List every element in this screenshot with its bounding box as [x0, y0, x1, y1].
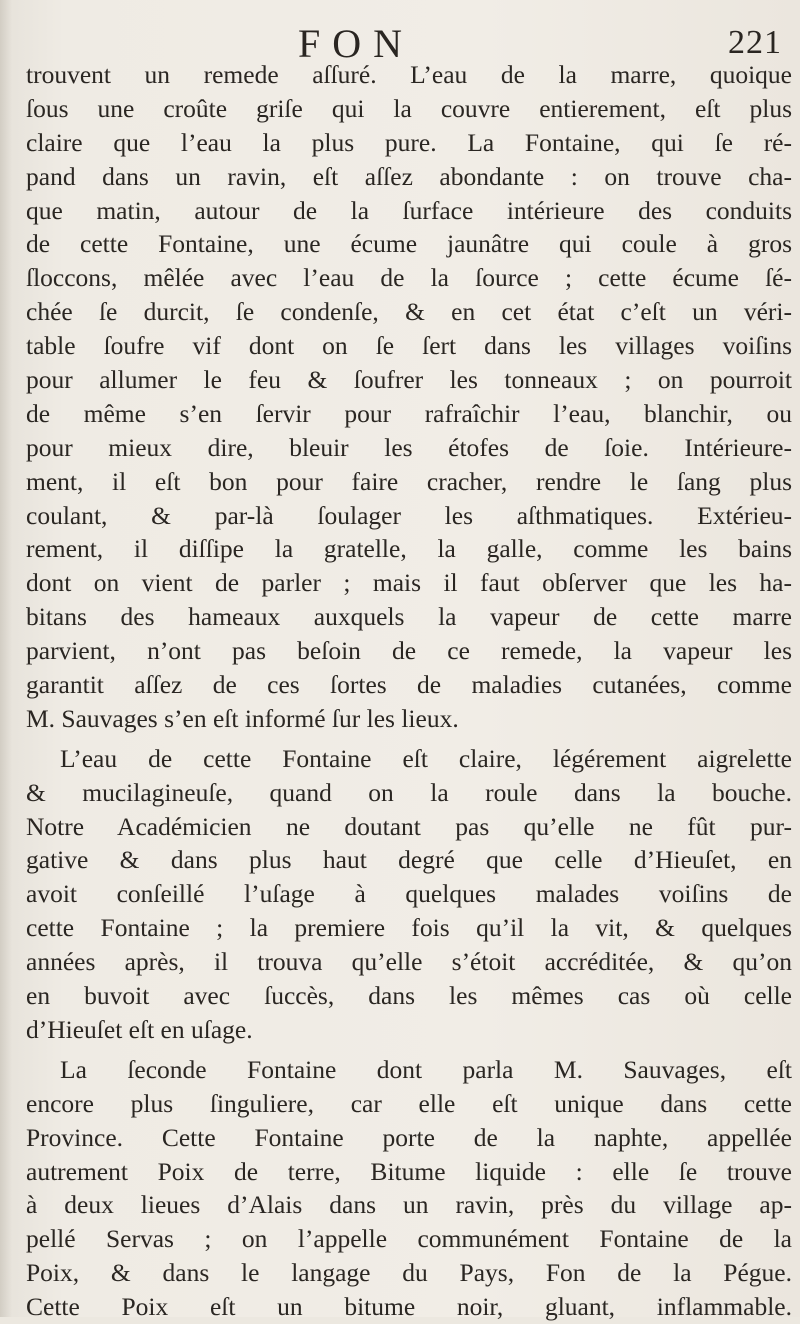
- text-line: Province. Cette Fontaine porte de la naphte, appellée: [26, 1122, 792, 1152]
- text-line: table ſoufre vif dont on ſe ſert dans les villages voiſins: [26, 331, 792, 361]
- text-line: parvient, n’ont pas beſoin de ce remede, la vapeur les: [26, 636, 792, 666]
- text-line: que matin, autour de la ſurface intérieure des conduits: [26, 195, 792, 225]
- text-line: Notre Académicien ne doutant pas qu’elle ne fût pur-: [26, 811, 792, 841]
- text-line: Poix, & dans le langage du Pays, Fon de la Pégue.: [26, 1258, 792, 1288]
- text-line: à deux lieues d’Alais dans un ravin, près du village ap-: [26, 1190, 792, 1220]
- text-line: pand dans un ravin, eſt aſſez abondante : on trouve cha-: [26, 161, 792, 191]
- text-line: en buvoit avec ſuccès, dans les mêmes cas où celle: [26, 981, 792, 1011]
- page-gutter-shadow: [0, 0, 12, 1317]
- text-line: rement, il diſſipe la gratelle, la galle, comme les bains: [26, 534, 792, 564]
- paragraph-2: [26, 742, 792, 1047]
- paragraph-3: [26, 1053, 792, 1324]
- paragraph-1: [26, 58, 792, 736]
- text-line: chée ſe durcit, ſe condenſe, & en cet état c’eſt un véri-: [26, 297, 792, 327]
- text-line: ment, il eſt bon pour faire cracher, rendre le ſang plus: [26, 466, 792, 496]
- text-line: pellé Servas ; on l’appelle communément Fontaine de la: [26, 1224, 792, 1254]
- page-body: [26, 58, 792, 1324]
- text-line: encore plus ſinguliere, car elle eſt unique dans cette: [26, 1088, 792, 1118]
- text-line: La ſeconde Fontaine dont parla M. Sauvages, eſt: [60, 1054, 792, 1084]
- text-line: dont on vient de parler ; mais il faut obſerver que les ha-: [26, 568, 792, 598]
- text-line: Cette Poix eſt un bitume noir, gluant, inflammable.: [26, 1292, 792, 1322]
- text-line: garantit aſſez de ces ſortes de maladies cutanées, comme: [26, 670, 792, 700]
- text-line: avoit conſeillé l’uſage à quelques malades voiſins de: [26, 879, 792, 909]
- text-line: ſloccons, mêlée avec l’eau de la ſource ; cette écume ſé-: [26, 263, 792, 293]
- text-line: de même s’en ſervir pour rafraîchir l’eau, blanchir, ou: [26, 398, 792, 428]
- text-line: ſous une croûte griſe qui la couvre entierement, eſt plus: [26, 93, 792, 123]
- text-line: & mucilagineuſe, quand on la roule dans la bouche.: [26, 777, 792, 807]
- text-line: L’eau de cette Fontaine eſt claire, légérement aigrelette: [60, 743, 792, 773]
- text-line: cette Fontaine ; la premiere fois qu’il la vit, & quelques: [26, 913, 792, 943]
- text-line: bitans des hameaux auxquels la vapeur de cette marre: [26, 602, 792, 632]
- page-number: 221: [728, 24, 782, 61]
- text-line: autrement Poix de terre, Bitume liquide : elle ſe trouve: [26, 1156, 792, 1186]
- text-line: M. Sauvages s’en eſt informé ſur les lieux.: [26, 703, 459, 733]
- text-line: pour allumer le feu & ſoufrer les tonneaux ; on pourroit: [26, 365, 792, 395]
- text-line: d’Hieuſet eſt en uſage.: [26, 1014, 253, 1044]
- text-line: gative & dans plus haut degré que celle d’Hieuſet, en: [26, 845, 792, 875]
- text-line: coulant, & par-là ſoulager les aſthmatiques. Extérieu-: [26, 500, 792, 530]
- text-line: claire que l’eau la plus pure. La Fontaine, qui ſe ré-: [26, 127, 792, 157]
- text-line: trouvent un remede aſſuré. L’eau de la marre, quoique: [26, 60, 792, 89]
- text-line: années après, il trouva qu’elle s’étoit accréditée, & qu’on: [26, 947, 792, 977]
- text-line: de cette Fontaine, une écume jaunâtre qui coule à gros: [26, 229, 792, 259]
- running-head: FON: [298, 21, 415, 66]
- text-line: pour mieux dire, bleuir les étofes de ſoie. Intérieure-: [26, 432, 792, 462]
